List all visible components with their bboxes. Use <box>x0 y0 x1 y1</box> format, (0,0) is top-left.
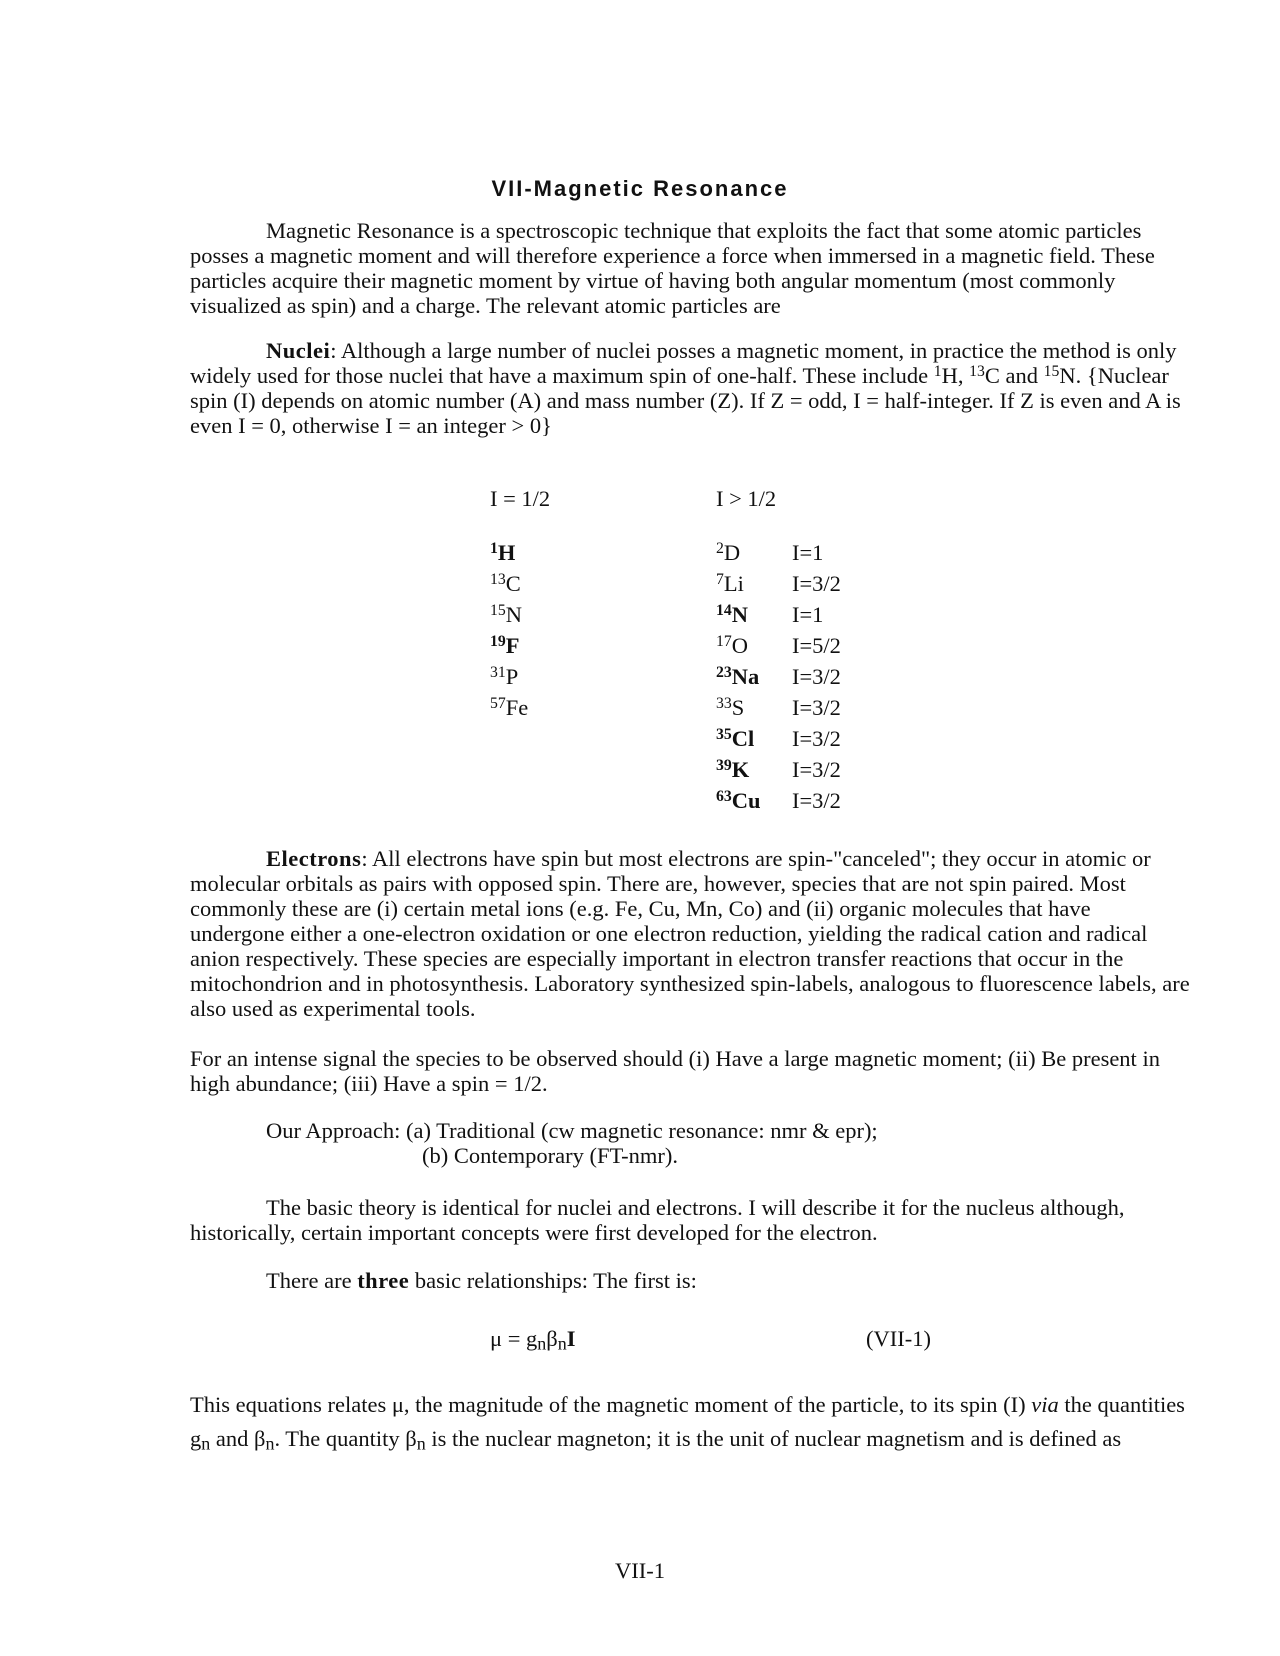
isotope-symbol: P <box>505 664 519 689</box>
isotope-mass: 33 <box>716 694 732 712</box>
closing-text: and β <box>210 1426 266 1451</box>
spin-value: I=3/2 <box>792 664 841 689</box>
closing-text: . The quantity β <box>274 1426 417 1451</box>
equation-subscript: n <box>557 1333 567 1354</box>
nuclei-text: : Although a large number of nuclei posses a magnetic moment, in practice the method is only widely used for those nuclei that have a maximum spin of one-half. These include <box>190 338 1177 388</box>
isotope-symbol: Cu <box>731 788 761 813</box>
isotope-symbol: Cl <box>731 726 755 751</box>
isotope-row <box>490 693 528 724</box>
electrons-paragraph <box>190 846 1190 1021</box>
spin-value: I=3/2 <box>792 757 841 782</box>
intro-paragraph: Magnetic Resonance is a spectroscopic technique that exploits the fact that some atomic particles posses a magnetic moment and will therefore experience a force when immersed in a magnetic field. These particles acquire their magnetic moment by virtue of having both angular momentum (most commonly visualized as spin) and a charge. The relevant atomic particles are <box>190 218 1155 318</box>
isotope-row <box>716 786 761 817</box>
isotope-mass: 57 <box>490 694 506 712</box>
iso-symbol: C <box>984 363 1000 388</box>
isotope-mass: 7 <box>716 570 724 588</box>
iso-mass: 13 <box>969 362 985 380</box>
closing-subscript: n <box>265 1433 275 1454</box>
isotope-list-half <box>490 538 528 724</box>
isotope-mass: 23 <box>716 663 732 681</box>
closing-text: is the nuclear magneton; it is the unit of nuclear magnetism and is defined as <box>425 1426 1122 1451</box>
relationships-bold: three <box>357 1268 410 1293</box>
equation-beta: β <box>546 1326 558 1351</box>
equation-number: (VII-1) <box>866 1326 931 1351</box>
isotope-row <box>716 631 761 662</box>
iso-symbol: N <box>1059 363 1076 388</box>
isotope-row <box>716 755 761 786</box>
equation-vii-1 <box>490 1326 575 1352</box>
closing-subscript: n <box>416 1433 426 1454</box>
isotope-row <box>716 600 761 631</box>
spin-value: I=3/2 <box>792 726 841 751</box>
isotope-mass: 63 <box>716 787 732 805</box>
column-header-half: I = 1/2 <box>490 486 551 511</box>
isotope-mass: 1 <box>490 539 498 557</box>
nuclei-heading: Nuclei <box>266 338 331 363</box>
isotope-mass: 19 <box>490 632 506 650</box>
approach-line-1: Our Approach: (a) Traditional (cw magnetic resonance: nmr & epr); <box>266 1118 878 1143</box>
isotope-row <box>490 600 528 631</box>
spin-value: I=3/2 <box>792 571 841 596</box>
isotope-list-greater <box>716 538 761 817</box>
isotope-mass: 39 <box>716 756 732 774</box>
closing-paragraph <box>190 1388 1190 1456</box>
isotope-mass: 31 <box>490 663 506 681</box>
closing-text: the quantities g <box>190 1392 1185 1451</box>
isotope-mass: 15 <box>490 601 506 619</box>
isotope-symbol: H <box>497 540 516 565</box>
isotope-mass: 13 <box>490 570 506 588</box>
signal-paragraph: For an intense signal the species to be observed should (i) Have a large magnetic moment; (ii) Be present in high abundance; (iii) Have a spin = 1/2. <box>190 1046 1160 1096</box>
isotope-row <box>716 538 761 569</box>
isotope-symbol: N <box>731 602 748 627</box>
isotope-symbol: S <box>731 695 745 720</box>
iso-mass: 1 <box>933 362 942 380</box>
iso-symbol: H <box>941 363 958 388</box>
spin-value: I=1 <box>792 602 824 627</box>
spin-value: I=5/2 <box>792 633 841 658</box>
isotope-symbol: Li <box>723 571 744 596</box>
equation-subscript: n <box>537 1333 547 1354</box>
nuclei-paragraph <box>190 338 1190 438</box>
approach-line-2: (b) Contemporary (FT-nmr). <box>422 1143 678 1168</box>
isotope-symbol: Na <box>731 664 760 689</box>
isotope-row <box>490 569 528 600</box>
page-number: VII-1 <box>615 1558 665 1583</box>
isotope-row <box>716 569 761 600</box>
nuclei-text-after: . {Nuclear spin (I) depends on atomic number (A) and mass number (Z). If Z = odd, I = half-integer. If Z is even and A is even I = 0, otherwise I = an integer > 0} <box>190 363 1181 438</box>
isotope-symbol: N <box>505 602 522 627</box>
closing-subscript: n <box>201 1433 211 1454</box>
isotope-symbol: Fe <box>505 695 529 720</box>
isotope-mass: 2 <box>716 539 724 557</box>
separator: , <box>957 363 970 388</box>
separator: and <box>999 363 1044 388</box>
isotope-symbol: K <box>731 757 750 782</box>
relationships-text-after: basic relationships: The first is: <box>409 1268 697 1293</box>
iso-mass: 15 <box>1043 362 1060 380</box>
isotope-symbol: O <box>731 633 748 658</box>
spin-value: I=3/2 <box>792 788 841 813</box>
isotope-mass: 35 <box>716 725 732 743</box>
relationships-text: There are <box>266 1268 358 1293</box>
isotope-symbol: D <box>723 540 741 565</box>
isotope-symbol: C <box>505 571 521 596</box>
closing-text: This equations relates μ, the magnitude of the magnetic moment of the particle, to its spin (I) <box>190 1392 1032 1417</box>
equation-mu: μ = g <box>490 1326 538 1351</box>
spin-value: I=3/2 <box>792 695 841 720</box>
spin-value: I=1 <box>792 540 824 565</box>
column-header-greater: I > 1/2 <box>716 486 777 511</box>
isotope-symbol: F <box>505 633 520 658</box>
electrons-heading: Electrons <box>266 846 362 871</box>
electrons-text: : All electrons have spin but most electrons are spin-"canceled"; they occur in atomic or molecular orbitals as pairs with opposed spin. There are, however, species that are not spin paired. Most commonly these are (i) certain metal ions (e.g. Fe, Cu, Mn, Co) and (ii) organic molecules that have undergone either a one-electron oxidation or one electron reduction, yielding the radical cation and radical anion respectively. These species are especially important in electron transfer reactions that occur in the mitochondrion and in photosynthesis. Laboratory synthesized spin-labels, analogous to fluorescence labels, are also used as experimental tools. <box>190 846 1190 1021</box>
page-title: VII-Magnetic Resonance <box>491 176 789 201</box>
isotope-mass: 14 <box>716 601 732 619</box>
isotope-row <box>716 724 761 755</box>
theory-paragraph: The basic theory is identical for nuclei and electrons. I will describe it for the nucleus although, historically, certain important concepts were first developed for the electron. <box>190 1195 1125 1245</box>
relationships-paragraph <box>266 1268 1166 1293</box>
isotope-row <box>716 693 761 724</box>
equation-spin: I <box>566 1326 576 1351</box>
isotope-row <box>490 662 528 693</box>
closing-italic: via <box>1031 1392 1059 1417</box>
isotope-row <box>490 631 528 662</box>
isotope-row <box>490 538 528 569</box>
spin-values-list <box>792 538 841 817</box>
isotope-row <box>716 662 761 693</box>
isotope-mass: 17 <box>716 632 732 650</box>
